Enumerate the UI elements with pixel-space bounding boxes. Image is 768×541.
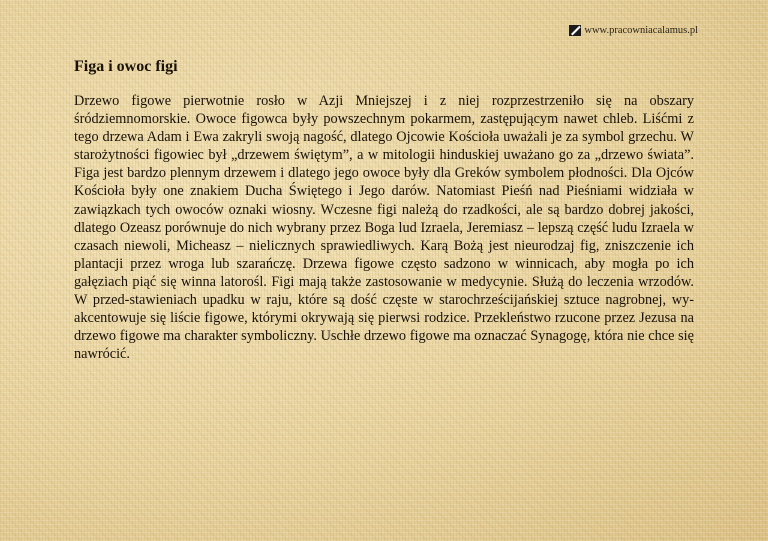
site-watermark: [569, 25, 698, 36]
watermark-url: www.pracowniacalamus.pl: [584, 25, 698, 36]
page-title: Figa i owoc figi: [74, 58, 178, 75]
article-body: Drzewo figowe pierwotnie rosło w Azji Mniejszej i z niej rozprzestrzeniło się na obszary śródziemnomorskie. Owoce figowca były powszechnym pokarmem, zastępującym nawet chleb. Liśćmi z tego drzewa Adam i Ewa zakryli swoją nagość, dlatego Ojcowie Kościoła uważali je za symbol grzechu. W starożytności figowiec był „drzewem świętym”, a w mitologii hinduskiej uważano go za „drzewo świata”. Figa jest bardzo plennym drzewem i dlatego jego owoce były dla Greków symbolem płodności. Dla Ojców Kościoła były one znakiem Ducha Świętego i Jego darów. Natomiast Pieśń nad Pieśniami widziała w zawiązkach tych owoców oznaki wiosny. Wczesne figi należą do rzadkości, ale są bardzo dobrej jakości, dlatego Ozeasz porównuje do nich wybrany przez Boga lud Izraela, Jeremiasz – lepszą część ludu Izraela w czasach niewoli, Micheasz – nielicznych sprawiedliwych. Karą Bożą jest nieurodzaj fig, zniszczenie ich plantacji przez wroga lub szarańczę. Drzewa figowe często sadzono w winnicach, aby mogła po ich gałęziach piąć się winna latorośl. Figi mają także zastosowanie w medycynie. Służą do leczenia wrzodów. W przed-stawieniach upadku w raju, które są dość częste w starochrześcijańskiej sztuce nagrobnej, wy-akcentowuje się liście figowe, którymi okrywają się pierwsi rodzice. Przekleństwo rzucone przez Jezusa na drzewo figowe ma charakter symboliczny. Uschłe drzewo figowe ma oznaczać Synagogę, która nie chce się nawrócić.: [74, 93, 694, 363]
pen-nib-icon: [569, 25, 581, 36]
